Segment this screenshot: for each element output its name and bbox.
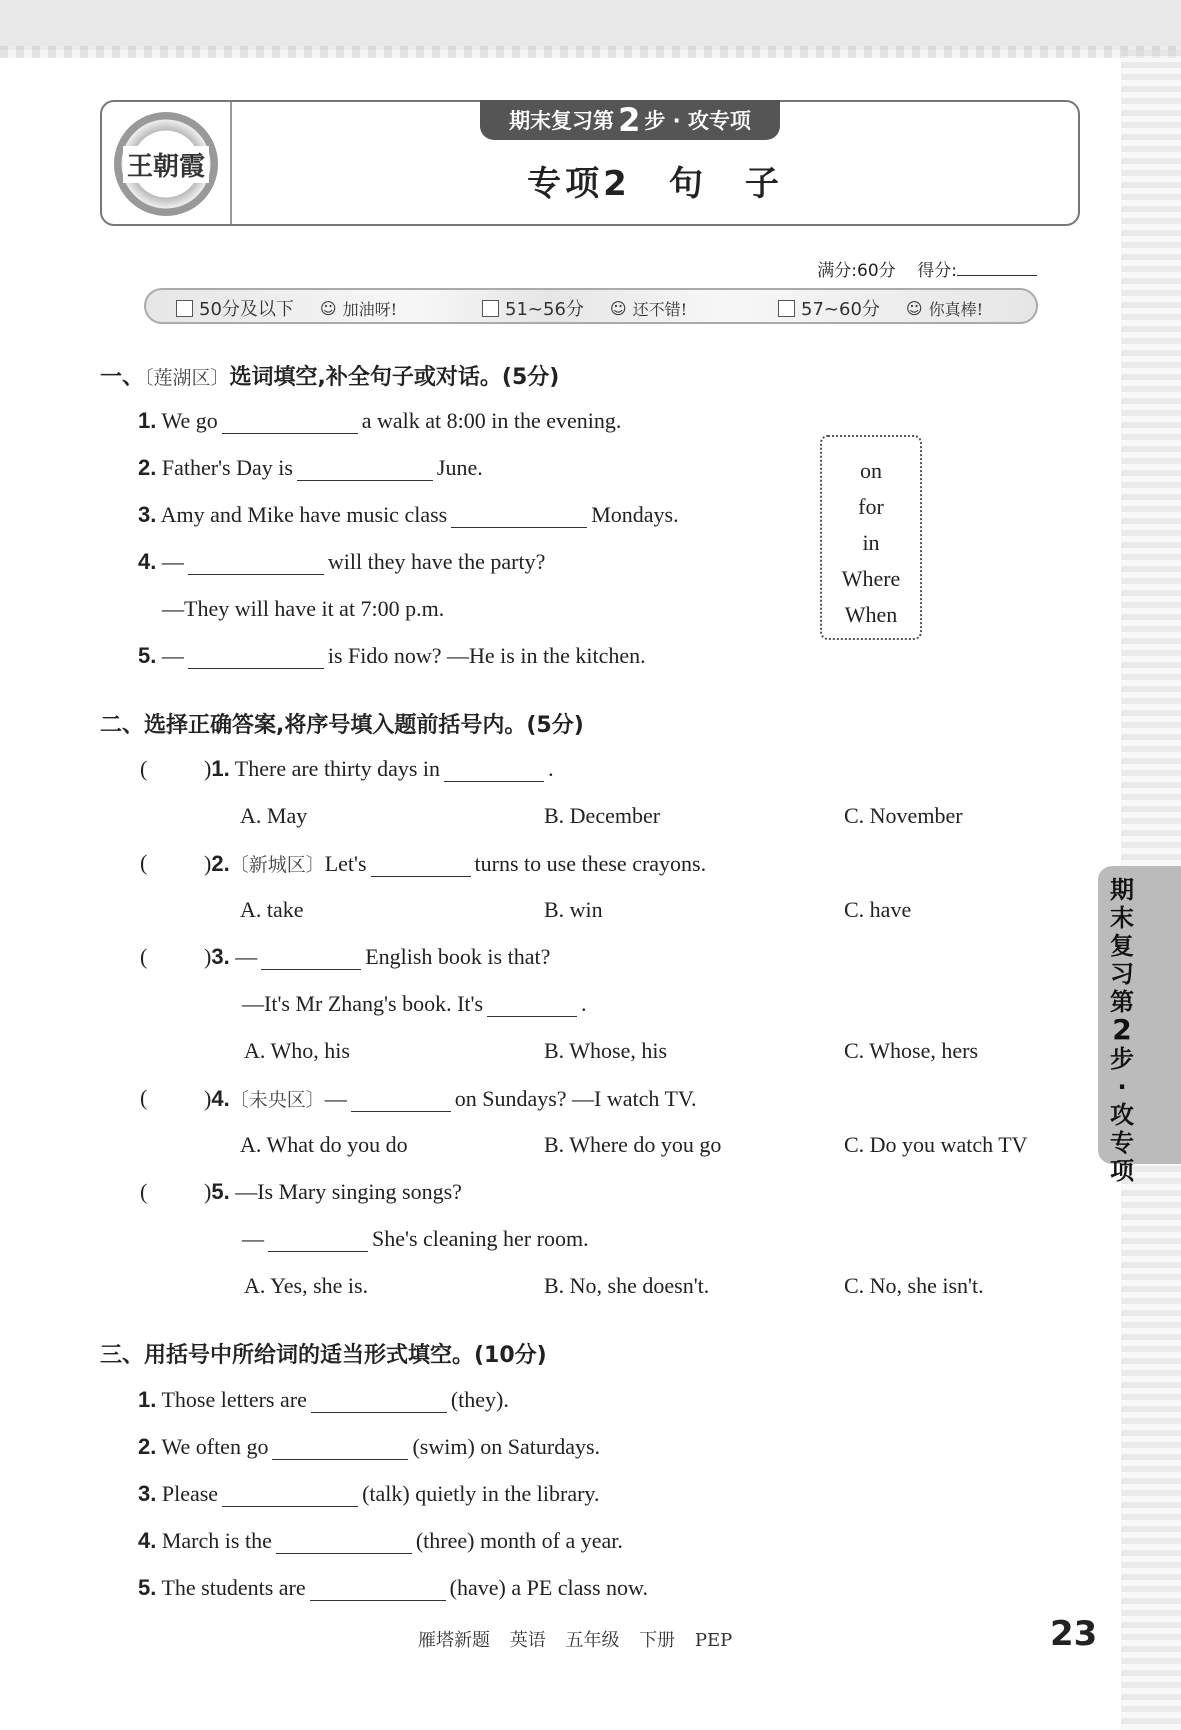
- item-text: We go: [161, 408, 218, 433]
- option-b[interactable]: B. December: [544, 803, 661, 828]
- answer-paren-open[interactable]: (: [140, 1085, 148, 1110]
- option-b[interactable]: B. win: [544, 897, 603, 922]
- word-bank-box: [820, 435, 922, 640]
- section-1-tag: 〔莲湖区〕: [144, 367, 230, 389]
- item-text: Father's Day is: [161, 455, 293, 480]
- item-text: —: [161, 549, 184, 574]
- item-text: —It's Mr Zhang's book. It's: [242, 991, 484, 1016]
- item-text: .: [581, 991, 587, 1016]
- footer-text: 雁塔新题 英语 五年级 下册 PEP: [418, 1630, 733, 1651]
- item-text: Amy and Mike have music class: [160, 502, 448, 527]
- got-score-blank[interactable]: [957, 275, 1037, 276]
- item-number: 2.: [211, 851, 230, 876]
- s3-item-5: [138, 1575, 648, 1601]
- item-text: (have) a PE class now.: [449, 1575, 648, 1600]
- item-text: English book is that?: [365, 944, 551, 969]
- s2-q1: )1. There are thirty days in .: [204, 756, 554, 781]
- answer-blank[interactable]: [351, 1089, 451, 1112]
- item-number: 5.: [138, 643, 157, 668]
- item-number: 1.: [211, 756, 230, 781]
- rating-bar: [144, 288, 1038, 324]
- option-c[interactable]: C. November: [844, 803, 963, 828]
- answer-paren-open[interactable]: (: [140, 1179, 148, 1204]
- word-bank-item: Where: [841, 566, 901, 591]
- s1-item-4: [138, 549, 545, 575]
- item-number: 4.: [138, 1528, 157, 1553]
- s3-item-3: [138, 1481, 600, 1507]
- s1-item-5: [138, 643, 646, 669]
- answer-blank[interactable]: [188, 552, 324, 575]
- page-number: 23: [1050, 1614, 1098, 1654]
- option-a[interactable]: A. What do you do: [240, 1132, 408, 1157]
- smiley-icon: ☺: [609, 298, 627, 318]
- rating-2-checkbox[interactable]: [482, 300, 499, 317]
- answer-blank[interactable]: [272, 1437, 408, 1460]
- word-bank-item: on: [860, 458, 882, 483]
- item-text: on Sundays? —I watch TV.: [454, 1086, 697, 1111]
- item-text: turns to use these crayons.: [474, 851, 707, 876]
- item-number: 5.: [138, 1575, 157, 1600]
- answer-blank[interactable]: [311, 1390, 447, 1413]
- s1-item-2: [138, 455, 483, 481]
- item-number: 5.: [211, 1179, 230, 1204]
- score-line: [817, 256, 1037, 281]
- option-c[interactable]: C. have: [844, 897, 912, 922]
- page-edge-decoration: [0, 46, 1181, 58]
- option-c[interactable]: C. Whose, hers: [844, 1038, 979, 1063]
- s1-item-4-answer: [162, 596, 444, 622]
- page-title: 专项2 句 子: [527, 164, 783, 204]
- rating-3-range: 57~60分: [801, 299, 880, 320]
- banner-suffix: 步 · 攻专项: [644, 109, 751, 133]
- word-bank-item: for: [858, 494, 884, 519]
- s2-q5: )5. —Is Mary singing songs?: [204, 1179, 462, 1204]
- item-text: a walk at 8:00 in the evening.: [361, 408, 622, 433]
- item-number: 2.: [138, 1434, 157, 1459]
- item-number: 3.: [138, 502, 157, 527]
- rating-1-checkbox[interactable]: [176, 300, 193, 317]
- section-1-title: 选词填空,补全句子或对话。(5分): [229, 365, 560, 390]
- option-a[interactable]: A. Yes, she is.: [244, 1273, 369, 1298]
- word-bank-item: in: [862, 530, 880, 555]
- option-c[interactable]: C. Do you watch TV: [844, 1132, 1028, 1157]
- item-number: 3.: [211, 944, 230, 969]
- option-a[interactable]: A. May: [240, 803, 308, 828]
- header-box: [100, 100, 1080, 226]
- answer-paren-open[interactable]: (: [140, 944, 148, 969]
- option-a[interactable]: A. take: [240, 897, 304, 922]
- item-text: She's cleaning her room.: [372, 1226, 589, 1251]
- step-banner: [480, 100, 780, 140]
- s1-item-3: [138, 502, 679, 528]
- item-text: (they).: [450, 1387, 509, 1412]
- answer-blank[interactable]: [451, 505, 587, 528]
- item-text: —: [235, 944, 258, 969]
- item-text: Let's: [324, 851, 367, 876]
- s2-q4: )4.〔未央区〕— on Sundays? —I watch TV.: [204, 1086, 697, 1111]
- item-text: .: [548, 756, 554, 781]
- item-text: June.: [436, 455, 483, 480]
- answer-blank[interactable]: [222, 411, 358, 434]
- item-number: 1.: [138, 1387, 157, 1412]
- item-text: There are thirty days in: [234, 756, 441, 781]
- banner-prefix: 期末复习第: [509, 109, 615, 133]
- item-text: —: [242, 1226, 264, 1251]
- s3-item-4: [138, 1528, 623, 1554]
- answer-blank[interactable]: [371, 854, 471, 877]
- logo-text: 王朝霞: [123, 146, 209, 183]
- item-text: Please: [161, 1481, 219, 1506]
- item-text: (swim) on Saturdays.: [412, 1434, 601, 1459]
- answer-paren-open[interactable]: (: [140, 756, 148, 781]
- item-number: 4.: [211, 1086, 230, 1111]
- got-score-label: 得分:: [917, 261, 957, 281]
- banner-step: 2: [618, 101, 641, 139]
- rating-1-range: 50分及以下: [199, 299, 294, 320]
- side-tab-prefix: 期末复习第: [1110, 876, 1134, 1016]
- option-a[interactable]: A. Who, his: [244, 1038, 350, 1063]
- section-1-prefix: 一、: [100, 365, 145, 390]
- option-c[interactable]: C. No, she isn't.: [844, 1273, 984, 1298]
- s1-item-1: [138, 408, 621, 434]
- item-number: 2.: [138, 455, 157, 480]
- item-text: will they have the party?: [327, 549, 546, 574]
- section-1-heading: [100, 360, 559, 391]
- answer-blank[interactable]: [222, 1484, 358, 1507]
- option-b[interactable]: B. Whose, his: [544, 1038, 668, 1063]
- smiley-icon: ☺: [905, 298, 923, 318]
- item-number: 1.: [138, 408, 157, 433]
- rating-2-range: 51~56分: [505, 299, 584, 320]
- district-tag: 〔新城区〕: [229, 854, 325, 876]
- s3-item-1: [138, 1387, 509, 1413]
- item-text: March is the: [161, 1528, 272, 1553]
- smiley-icon: ☺: [319, 298, 337, 318]
- answer-blank[interactable]: [487, 994, 577, 1017]
- answer-blank[interactable]: [276, 1531, 412, 1554]
- rating-2: [482, 295, 687, 321]
- s2-q5-line2: [242, 1226, 589, 1252]
- full-score: 满分:60分: [817, 261, 896, 281]
- s2-q3: )3. — English book is that?: [204, 944, 551, 969]
- item-number: 3.: [138, 1481, 157, 1506]
- item-text: is Fido now? —He is in the kitchen.: [327, 643, 646, 668]
- rating-3-checkbox[interactable]: [778, 300, 795, 317]
- rating-1-note: 加油呀!: [342, 299, 398, 319]
- item-text: The students are: [161, 1575, 306, 1600]
- answer-blank[interactable]: [444, 759, 544, 782]
- item-text: —Is Mary singing songs?: [235, 1179, 462, 1204]
- side-tab-suffix: 步·攻专项: [1110, 1045, 1134, 1185]
- answer-blank[interactable]: [310, 1578, 446, 1601]
- rating-3: [778, 295, 983, 321]
- rating-1: [176, 295, 397, 321]
- word-bank-item: When: [844, 602, 898, 627]
- section-2-heading: 二、选择正确答案,将序号填入题前括号内。(5分): [100, 713, 584, 738]
- rating-3-note: 你真棒!: [928, 299, 984, 319]
- side-tab-text: [1106, 876, 1138, 1185]
- s2-q2: )2.〔新城区〕Let's turns to use these crayons.: [204, 851, 707, 876]
- s2-q3-line2: [242, 991, 587, 1017]
- answer-blank[interactable]: [261, 947, 361, 970]
- answer-paren-open[interactable]: (: [140, 850, 148, 875]
- publisher-logo-icon: [114, 112, 218, 216]
- item-number: 4.: [138, 549, 157, 574]
- s3-item-2: [138, 1434, 600, 1460]
- section-3-heading: 三、用括号中所给词的适当形式填空。(10分): [100, 1343, 547, 1368]
- district-tag: 〔未央区〕: [229, 1089, 325, 1111]
- side-tab-step: 2: [1112, 1013, 1132, 1046]
- item-text: —: [161, 643, 184, 668]
- item-text: —: [324, 1086, 347, 1111]
- answer-blank[interactable]: [297, 458, 433, 481]
- item-text: —They will have it at 7:00 p.m.: [162, 596, 445, 621]
- item-text: Mondays.: [591, 502, 679, 527]
- answer-blank[interactable]: [188, 646, 324, 669]
- item-text: We often go: [161, 1434, 269, 1459]
- option-b[interactable]: B. Where do you go: [544, 1132, 722, 1157]
- item-text: Those letters are: [161, 1387, 307, 1412]
- answer-blank[interactable]: [268, 1229, 368, 1252]
- option-b[interactable]: B. No, she doesn't.: [544, 1273, 710, 1298]
- rating-2-note: 还不错!: [632, 299, 688, 319]
- item-text: (three) month of a year.: [415, 1528, 623, 1553]
- item-text: (talk) quietly in the library.: [362, 1481, 600, 1506]
